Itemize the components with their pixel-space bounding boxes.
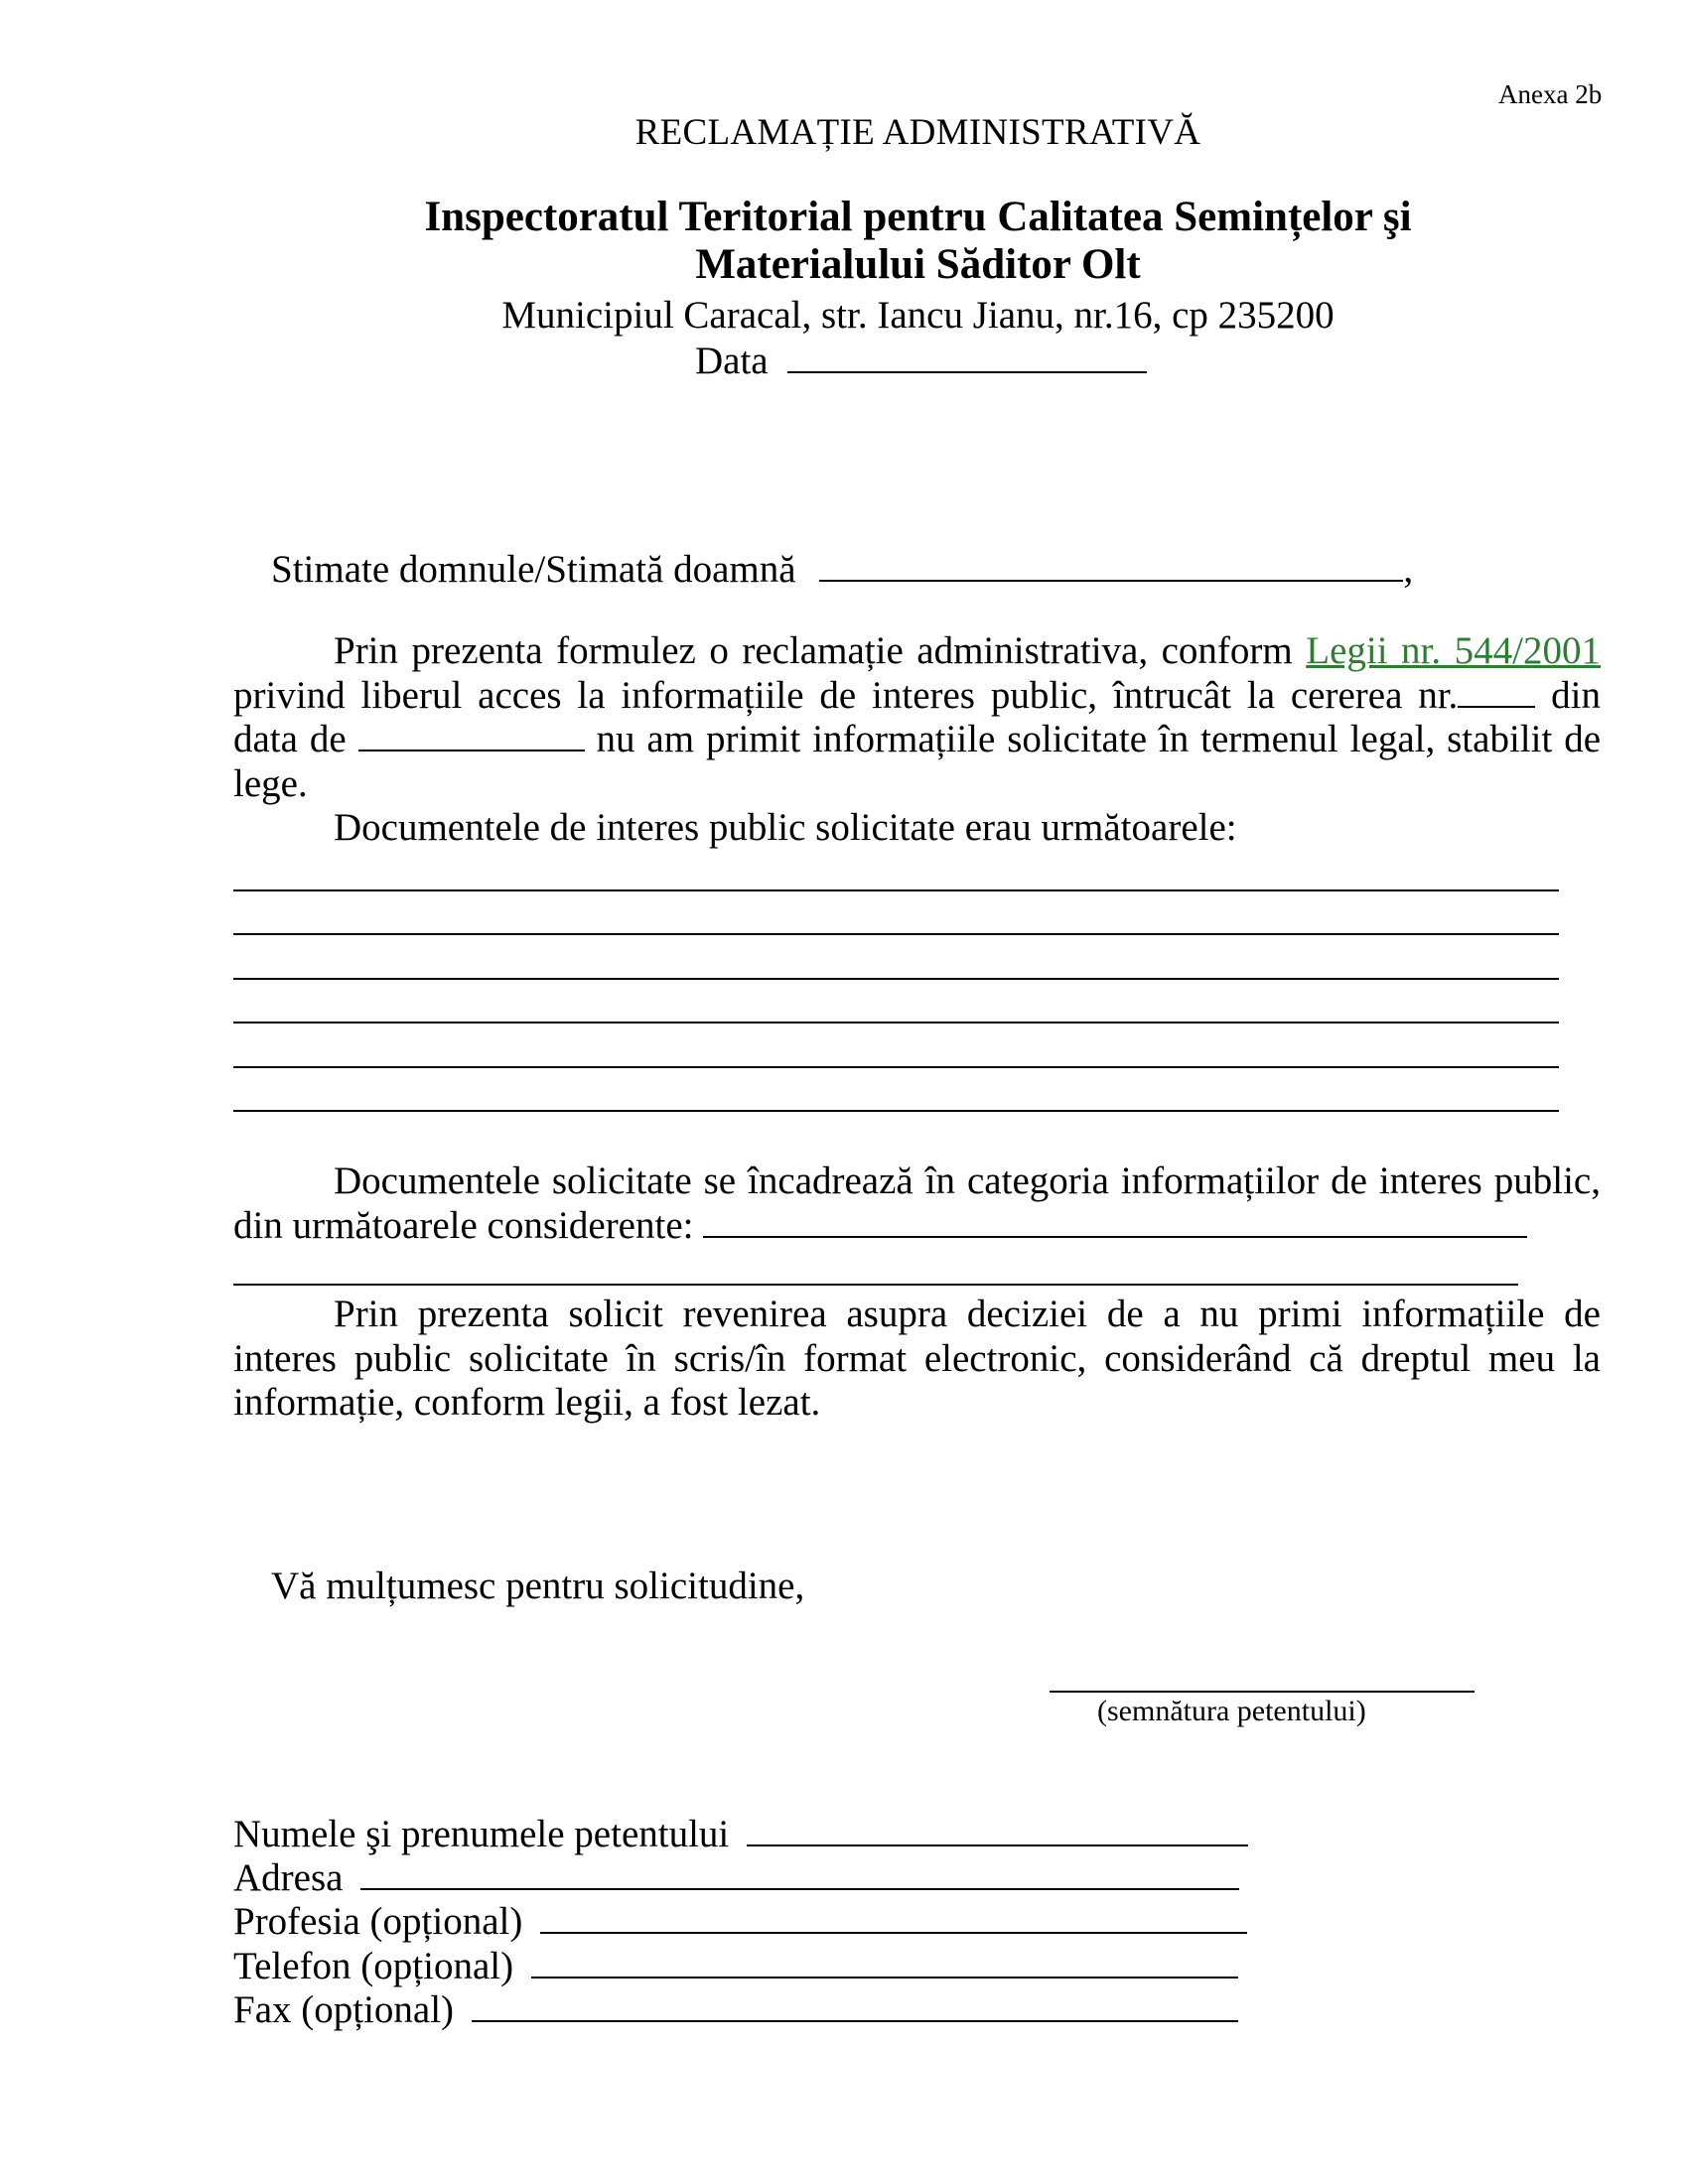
petitioner-address-row bbox=[233, 1854, 1239, 1901]
institution-name bbox=[0, 194, 1688, 289]
addressee-field[interactable] bbox=[819, 546, 1403, 582]
petitioner-profession-label: Profesia (opțional) bbox=[233, 1900, 523, 1943]
request-number-field[interactable] bbox=[1458, 676, 1535, 708]
paragraph-complaint-end: nu am primit informațiile solicitate în termenul legal, stabilit de lege. bbox=[233, 718, 1602, 805]
signature-field[interactable] bbox=[1050, 1691, 1475, 1693]
law-link[interactable]: Legii nr. 544/2001 bbox=[1306, 629, 1601, 672]
salutation-line bbox=[271, 546, 1413, 592]
paragraph-complaint-start: Prin prezenta formulez o reclamație administrativa, conform bbox=[334, 629, 1307, 672]
documents-line-3[interactable] bbox=[233, 978, 1559, 980]
paragraph-considerations bbox=[233, 1160, 1601, 1248]
institution-name-line1: Inspectoratul Teritorial pentru Calitatea Semințelor şi bbox=[424, 194, 1412, 240]
paragraph-complaint-date-label: din data de bbox=[233, 673, 1601, 760]
date-field[interactable] bbox=[787, 338, 1147, 373]
institution-name-line2: Materialului Săditor Olt bbox=[695, 241, 1141, 288]
paragraph-complaint-mid: privind liberul acces la informațiile de interes public, întrucât la cererea nr. bbox=[233, 673, 1459, 717]
date-line bbox=[695, 338, 1147, 383]
paragraph-request-text: Prin prezenta solicit revenirea asupra deciziei de a nu primi informațiile de interes public solicitate în scris/în format electronic, considerând că dreptul meu la informație, conform legii, a fost lezat. bbox=[233, 1293, 1601, 1424]
documents-line-6[interactable] bbox=[233, 1110, 1559, 1112]
documents-line-5[interactable] bbox=[233, 1066, 1559, 1068]
petitioner-fax-field[interactable] bbox=[472, 1986, 1238, 2022]
form-title: RECLAMAȚIE ADMINISTRATIVĂ bbox=[634, 112, 1201, 153]
documents-line-2[interactable] bbox=[233, 933, 1559, 935]
paragraph-considerations-text: Documentele solicitate se încadrează în categoria informațiilor de interes public, din următoarele considerente: bbox=[233, 1160, 1601, 1247]
petitioner-address-label: Adresa bbox=[233, 1856, 344, 1899]
documents-line-1[interactable] bbox=[233, 889, 1559, 891]
paragraph-documents bbox=[233, 806, 1601, 851]
paragraph-request bbox=[233, 1293, 1601, 1426]
institution-address: Municipiul Caracal, str. Iancu Jianu, nr.16, cp 235200 bbox=[501, 294, 1335, 337]
petitioner-phone-label: Telefon (opțional) bbox=[233, 1945, 514, 1987]
date-label: Data bbox=[695, 340, 769, 382]
closing-thanks: Vă mulțumesc pentru solicitudine, bbox=[271, 1565, 805, 1607]
salutation-text: Stimate domnule/Stimată doamnă bbox=[271, 548, 796, 591]
petitioner-name-label: Numele şi prenumele petentului bbox=[233, 1813, 730, 1855]
petitioner-address-field[interactable] bbox=[360, 1854, 1239, 1890]
annex-label: Anexa 2b bbox=[1498, 79, 1603, 109]
petitioner-fax-row bbox=[233, 1986, 1238, 2033]
paragraph-documents-text: Documentele de interes public solicitate erau următoarele: bbox=[334, 806, 1237, 849]
petitioner-name-row bbox=[233, 1811, 1248, 1857]
salutation-comma: , bbox=[1403, 548, 1414, 591]
petitioner-profession-row bbox=[233, 1898, 1247, 1945]
petitioner-phone-field[interactable] bbox=[531, 1943, 1238, 1979]
considerations-line-2[interactable] bbox=[233, 1284, 1518, 1286]
petitioner-fax-label: Fax (opțional) bbox=[233, 1988, 455, 2031]
signature-caption: (semnătura petentului) bbox=[1097, 1695, 1366, 1727]
request-date-field[interactable] bbox=[358, 720, 585, 751]
documents-line-4[interactable] bbox=[233, 1022, 1559, 1024]
considerations-field[interactable] bbox=[703, 1206, 1527, 1238]
petitioner-phone-row bbox=[233, 1943, 1238, 1989]
petitioner-profession-field[interactable] bbox=[540, 1898, 1247, 1934]
paragraph-complaint bbox=[233, 629, 1601, 806]
petitioner-name-field[interactable] bbox=[747, 1811, 1248, 1846]
